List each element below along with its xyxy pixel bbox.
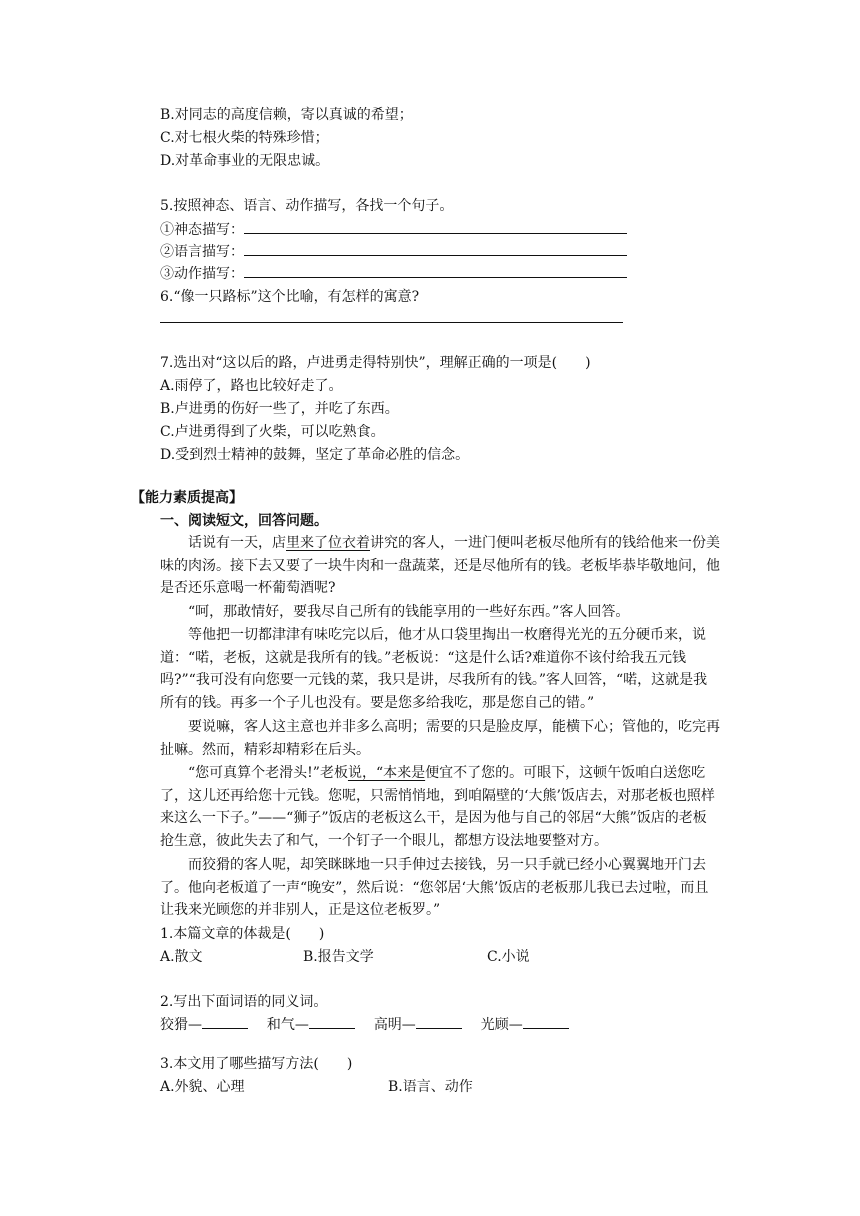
answer-blank[interactable] — [244, 263, 627, 278]
section-heading: 【能力素质提高】 — [131, 490, 243, 506]
answer-blank[interactable] — [202, 1014, 248, 1029]
synonym-word: 和气— — [266, 1017, 309, 1033]
section-subheading: 一、阅读短文，回答问题。 — [160, 513, 328, 529]
q7-title: 7.选出对“这以后的路，卢进勇走得特别快”，理解正确的一项是( ) — [160, 355, 591, 371]
q5-item-label: ①神态描写： — [160, 222, 244, 238]
story-paragraph-5: “您可真算个老滑头!”老板说，“本来是便宜不了您的。可眼下，这顿午饭咱白送您吃了，这儿还再给您十元钱。您呢，只需悄悄地，到咱隔壁的‘大熊’饭店去，对那老板也照样来这么一下子。”——“狮子”饭店的老板这么干，是因为他与自己的邻居“大熊”饭店的老板抢生意，彼此失去了和气，一个钉子一个眼儿，都想方设法地要整对方。 — [160, 765, 715, 849]
q5-item-label: ③动作描写： — [160, 266, 244, 282]
answer-line[interactable] — [160, 322, 623, 323]
q7-option-c: C.卢进勇得到了火柴，可以吃熟食。 — [160, 424, 385, 440]
q7-option-a: A.雨停了，路也比较好走了。 — [160, 378, 343, 394]
sq1-option-a: A.散文 — [160, 949, 203, 965]
story-paragraph-2: “呵，那敢情好，要我尽自己所有的钱能享用的一些好东西。”客人回答。 — [188, 604, 630, 620]
answer-blank[interactable] — [309, 1014, 355, 1029]
story-paragraph-1: 话说有一天，店里来了位衣着讲究的客人，一进门便叫老板尽他所有的钱给他来一份美味的肉汤。接下去又要了一块牛肉和一盘蔬菜，还是尽他所有的钱。老板毕恭毕敬地问，他是否还乐意喝一杯葡萄酒呢? — [160, 535, 720, 597]
answer-blank[interactable] — [523, 1014, 569, 1029]
q4-option-b: B.对同志的高度信赖，寄以真诚的希望； — [160, 107, 413, 123]
sq1-option-b: B.报告文学 — [303, 949, 374, 965]
q5-item-label: ②语言描写： — [160, 244, 244, 260]
answer-blank[interactable] — [416, 1014, 462, 1029]
underlined-text: 里来了位衣着 — [286, 535, 370, 551]
sq2-words — [160, 1014, 569, 1036]
sq1-option-c: C.小说 — [487, 949, 530, 965]
q5-item-expression — [160, 219, 627, 241]
q4-option-c: C.对七根火柴的特殊珍惜； — [160, 130, 329, 146]
q5-title: 5.按照神态、语言、动作描写，各找一个句子。 — [160, 198, 454, 214]
answer-blank[interactable] — [244, 219, 627, 234]
sq3-title: 3.本文用了哪些描写方法( ) — [160, 1056, 353, 1072]
q5-item-speech — [160, 241, 627, 263]
underlined-text: 说，“本来是 — [347, 765, 426, 781]
synonym-word: 高明— — [373, 1017, 416, 1033]
sq1-title: 1.本篇文章的体裁是( ) — [160, 926, 325, 942]
story-paragraph-3: 等他把一切都津津有味吃完以后，他才从口袋里掏出一枚磨得光光的五分硬币来，说道：“喏，老板，这就是我所有的钱。”老板说：“这是什么话?难道你不该付给我五元钱吗?”“我可没有向您要一元钱的菜，我只是讲，尽我所有的钱。”客人回答，“喏，这就是我所有的钱。再多一个子儿也没有。要是您多给我吃，那是您自己的错。” — [160, 627, 708, 711]
sq2-title: 2.写出下面词语的同义词。 — [160, 994, 328, 1010]
sq3-option-b: B.语言、动作 — [388, 1079, 473, 1095]
q7-option-b: B.卢进勇的伤好一些了，并吃了东西。 — [160, 401, 399, 417]
story-paragraph-6: 而狡猾的客人呢，却笑眯眯地一只手伸过去接钱，另一只手就已经小心翼翼地开门去了。他向老板道了一声“晚安”，然后说：“您邻居‘大熊’饭店的老板那儿我已去过啦，而且让我来光顾您的并非别人，正是这位老板罗。” — [160, 857, 709, 919]
q7-option-d: D.受到烈士精神的鼓舞，坚定了革命必胜的信念。 — [160, 447, 470, 463]
story-paragraph-4: 要说嘛，客人这主意也并非多么高明；需要的只是脸皮厚，能横下心；管他的，吃完再扯嘛。然而，精彩却精彩在后头。 — [160, 719, 720, 758]
q5-item-action — [160, 263, 627, 285]
answer-blank[interactable] — [244, 241, 627, 256]
synonym-word: 光顾— — [480, 1017, 523, 1033]
sq3-option-a: A.外貌、心理 — [160, 1079, 245, 1095]
q4-option-d: D.对革命事业的无限忠诚。 — [160, 153, 330, 169]
q6-title: 6.“像一只路标”这个比喻，有怎样的寓意? — [160, 289, 420, 305]
synonym-word: 狡猾— — [160, 1017, 202, 1033]
